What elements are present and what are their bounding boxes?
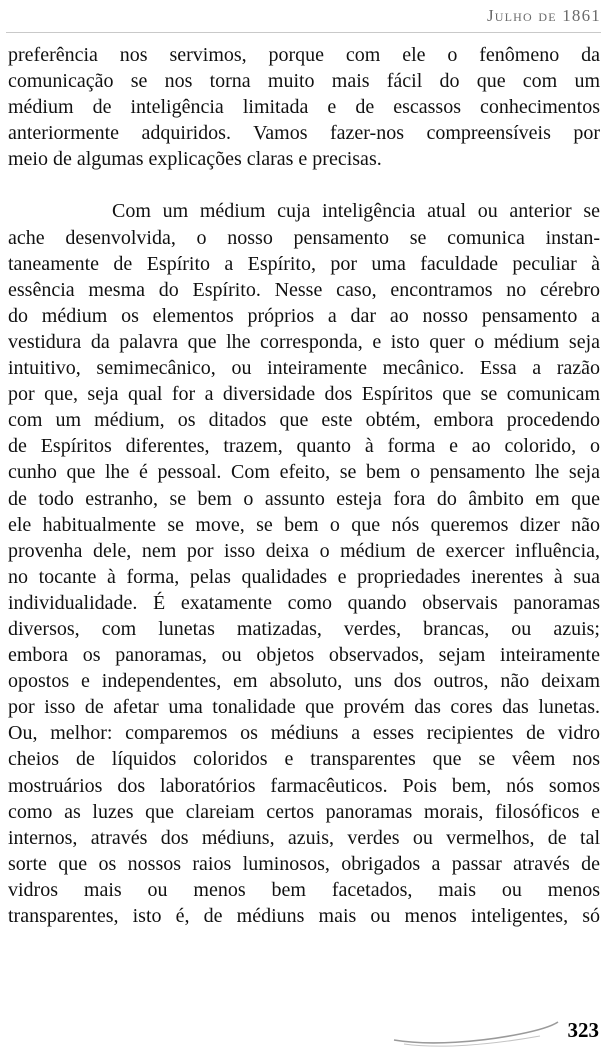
text-line: sorte que os nossos raios luminosos, obrigados a passar através de	[8, 852, 600, 875]
text-line: cheios de líquidos coloridos e transparentes que se vêem nos	[8, 748, 600, 771]
text-line: preferência nos servimos, porque com ele o fenômeno da	[8, 44, 600, 66]
text-line: do médium os elementos próprios a dar ao nosso pensamento a	[8, 304, 600, 327]
page-ornament	[390, 1016, 560, 1048]
paragraph-1	[8, 42, 600, 172]
text-line: taneamente de Espírito a Espírito, por uma faculdade peculiar à	[8, 252, 600, 275]
paragraph-2	[8, 198, 600, 929]
header-rule	[6, 32, 601, 33]
text-line: por isso de afetar uma tonalidade que provém das cores das lunetas.	[8, 696, 600, 719]
text-line: meio de algumas explicações claras e precisas.	[8, 148, 382, 171]
text-line: médium de inteligência limitada e de escassos conhecimentos	[8, 96, 600, 119]
text-line: provenha dele, nem por isso deixa o médium de exercer influência,	[8, 539, 600, 562]
text-line: no tocante à forma, pelas qualidades e propriedades inerentes à sua	[8, 565, 600, 588]
text-line: internos, através dos médiuns, azuis, verdes ou vermelhos, de tal	[8, 826, 600, 849]
page-body	[8, 42, 600, 929]
text-line: como as luzes que clareiam certos panoramas morais, filosóficos e	[8, 800, 600, 823]
text-line: com um médium, os ditados que este obtém, embora procedendo	[8, 409, 600, 432]
text-line: intuitivo, semimecânico, ou inteiramente mecânico. Essa a razão	[8, 357, 600, 380]
text-line: de todo estranho, se bem o assunto esteja fora do âmbito em que	[8, 487, 600, 510]
text-line: Ou, melhor: comparemos os médiuns a esses recipientes de vidro	[8, 722, 600, 745]
text-line: anteriormente adquiridos. Vamos fazer-nos compreensíveis por	[8, 122, 600, 145]
text-line: diversos, com lunetas matizadas, verdes, brancas, ou azuis;	[8, 617, 600, 640]
text-line: opostos e independentes, em absoluto, uns dos outros, não deixam	[8, 670, 600, 693]
text-line: de Espíritos diferentes, trazem, quanto à forma e ao colorido, o	[8, 435, 600, 458]
text-line: essência mesma do Espírito. Nesse caso, encontramos no cérebro	[8, 278, 600, 301]
text-line: mostruários dos laboratórios farmacêuticos. Pois bem, nós somos	[8, 774, 600, 797]
paragraph-gap	[8, 172, 600, 198]
text-line: embora os panoramas, ou objetos observados, sejam inteiramente	[8, 644, 600, 667]
text-line: cunho que lhe é pessoal. Com efeito, se bem o pensamento lhe seja	[8, 461, 600, 484]
text-line: vidros mais ou menos bem facetados, mais ou menos	[8, 878, 600, 901]
text-line: ele habitualmente se move, se bem o que nós queremos dizer não	[8, 513, 600, 536]
text-line: Com um médium cuja inteligência atual ou anterior se	[112, 200, 600, 223]
text-line: transparentes, isto é, de médiuns mais ou menos inteligentes, só	[8, 905, 600, 927]
text-line: comunicação se nos torna muito mais fácil do que com um	[8, 70, 600, 93]
text-line: individualidade. É exatamente como quando observais panoramas	[8, 591, 600, 614]
page-number: 323	[567, 1018, 599, 1042]
running-header: Julho de 1861	[486, 6, 601, 25]
text-line: vestidura da palavra que lhe corresponda, e isto quer o médium seja	[8, 330, 600, 353]
text-line: por que, seja qual for a diversidade dos Espíritos que se comunicam	[8, 383, 600, 406]
text-line: ache desenvolvida, o nosso pensamento se comunica instan-	[8, 226, 600, 249]
